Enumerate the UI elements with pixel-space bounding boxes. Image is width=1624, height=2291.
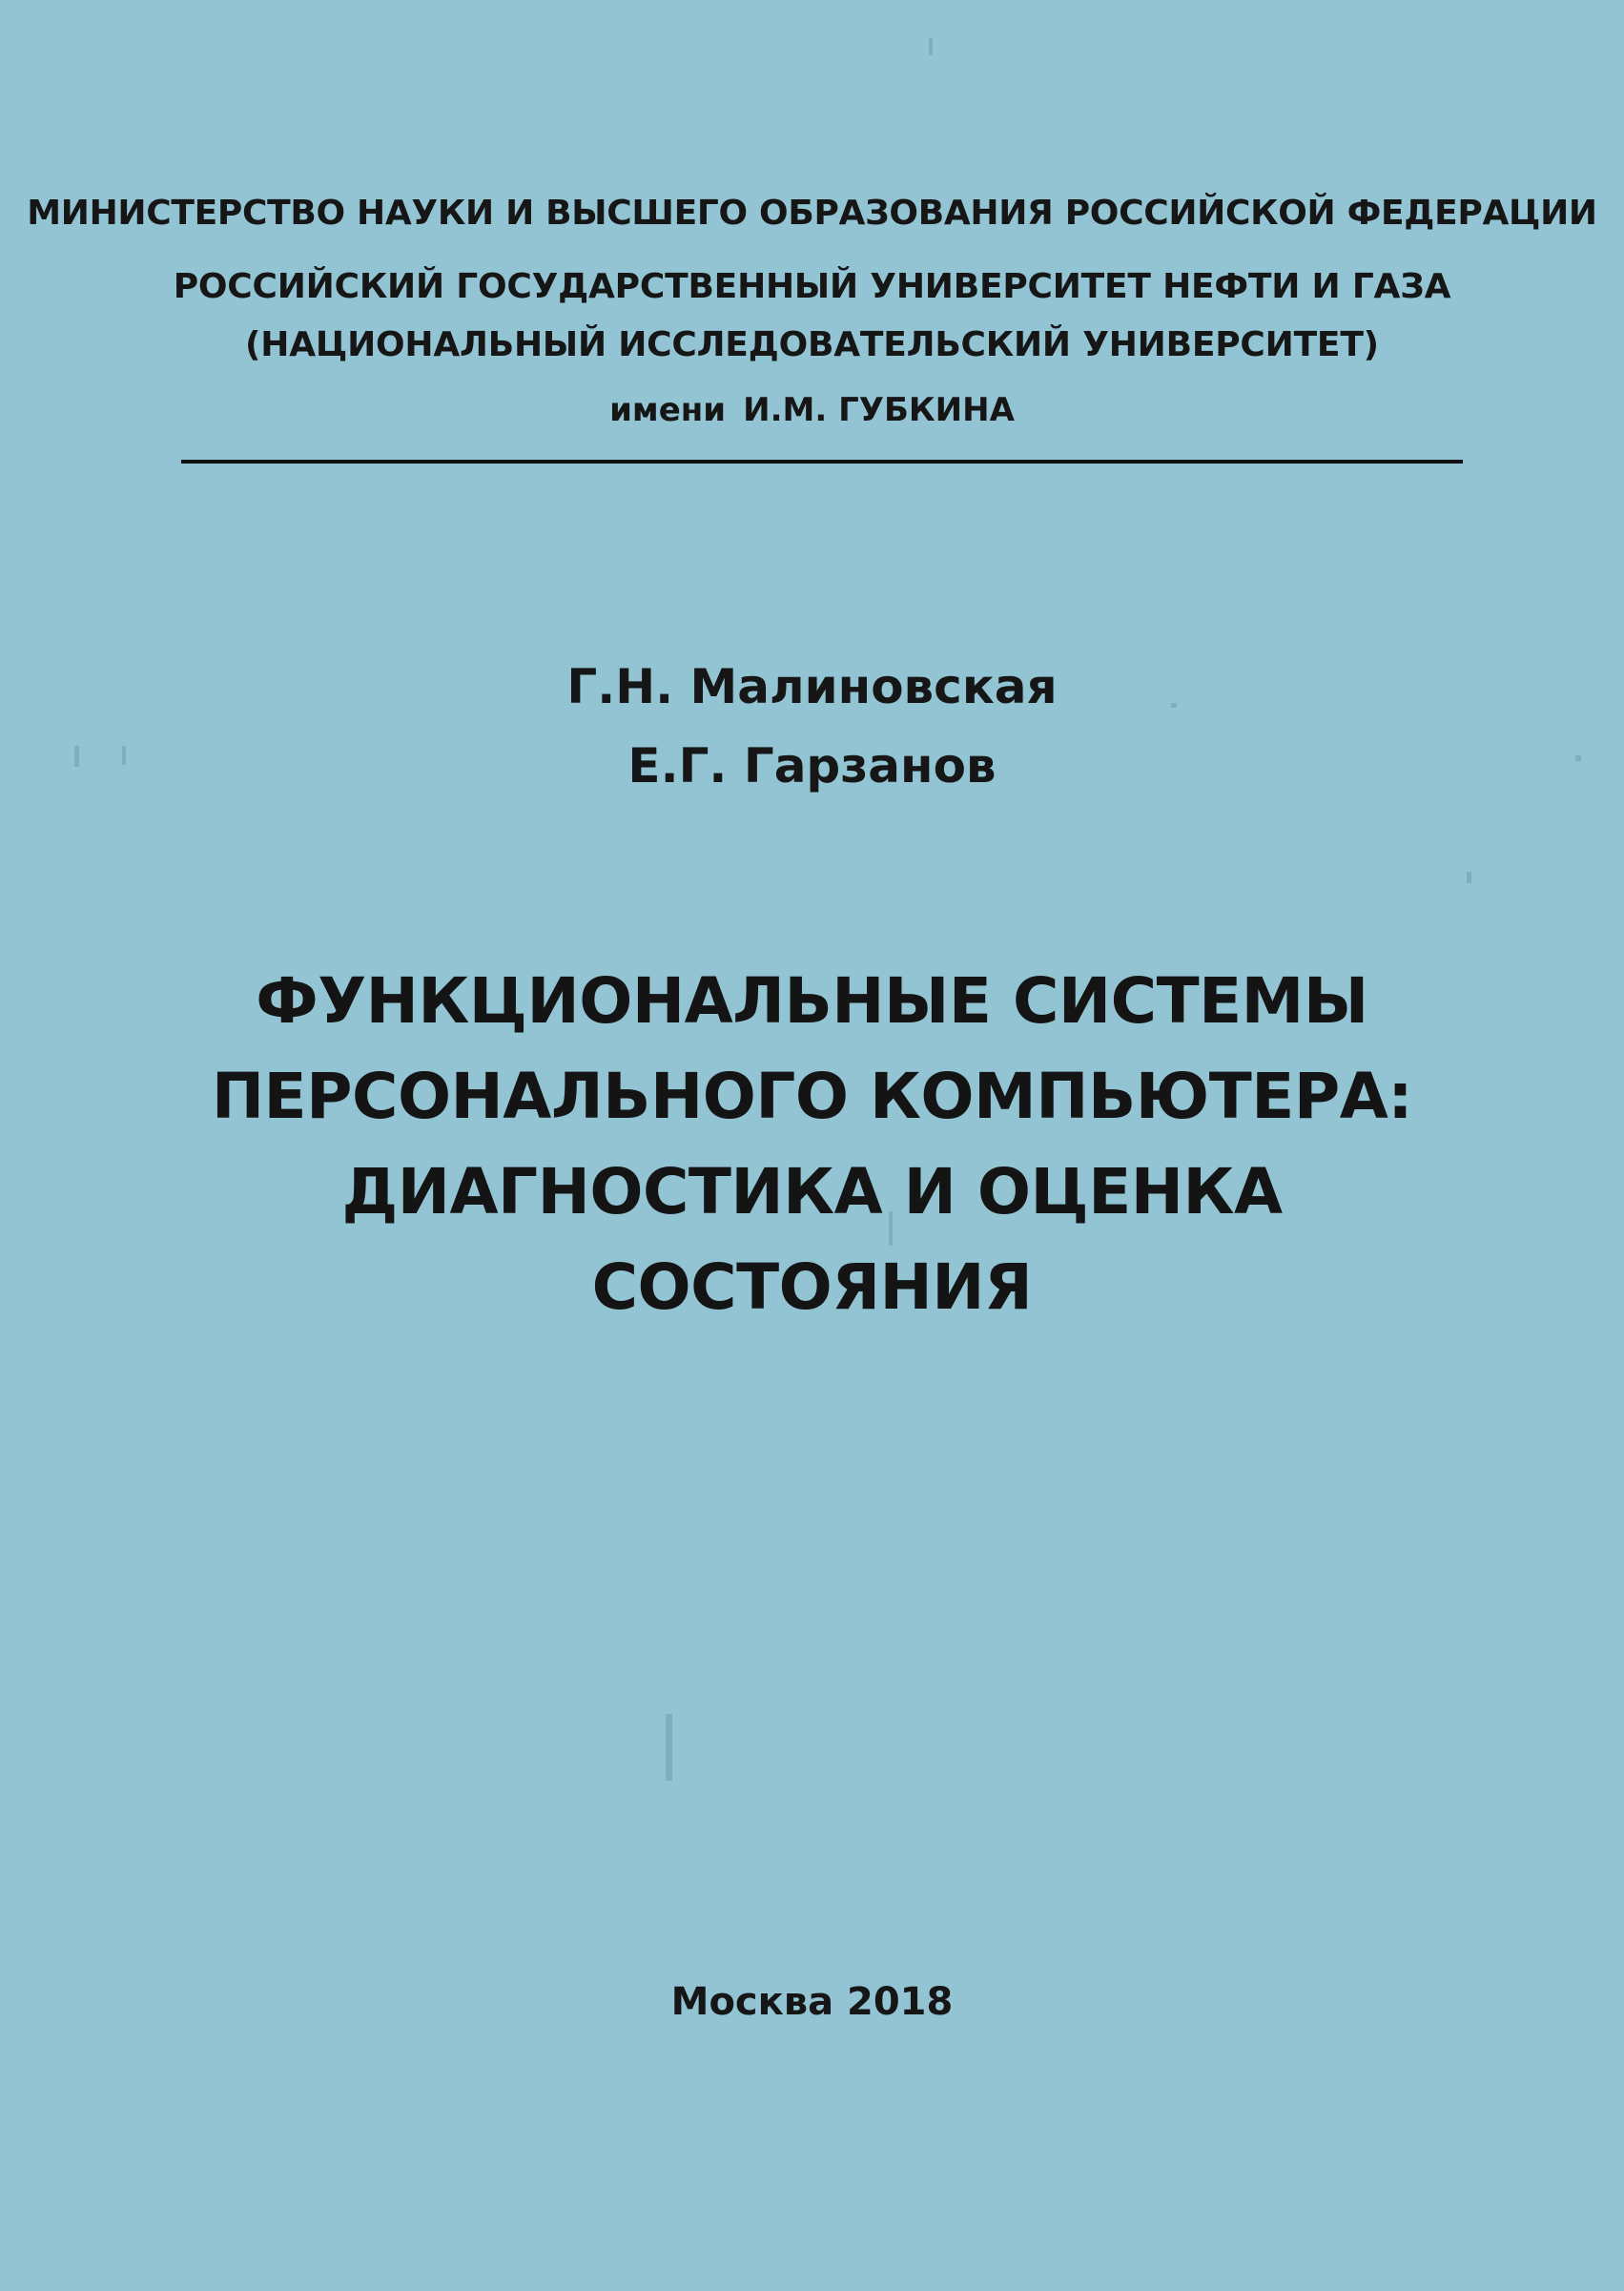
author-1: Г.Н. Малиновская bbox=[566, 659, 1058, 714]
print-speck bbox=[929, 38, 933, 55]
eponym-name: И.М. ГУБКИНА bbox=[743, 391, 1015, 429]
author-2: Е.Г. Гарзанов bbox=[627, 738, 997, 794]
title-line-4: СОСТОЯНИЯ bbox=[591, 1250, 1033, 1324]
eponym-prefix: имени bbox=[609, 391, 727, 429]
title-line-1: ФУНКЦИОНАЛЬНЫЕ СИСТЕМЫ bbox=[256, 964, 1368, 1038]
print-speck bbox=[1467, 872, 1471, 883]
imprint-city-year: Москва 2018 bbox=[670, 1980, 954, 2024]
title-line-3: ДИАГНОСТИКА И ОЦЕНКА bbox=[341, 1155, 1283, 1228]
title-line-2: ПЕРСОНАЛЬНОГО КОМПЬЮТЕРА: bbox=[211, 1060, 1413, 1133]
university-name: РОССИЙСКИЙ ГОСУДАРСТВЕННЫЙ УНИВЕРСИТЕТ НЕФТИ И ГАЗА bbox=[173, 267, 1451, 306]
ministry-name: МИНИСТЕРСТВО НАУКИ И ВЫСШЕГО ОБРАЗОВАНИЯ РОССИЙСКОЙ ФЕДЕРАЦИИ bbox=[27, 194, 1597, 233]
header-divider bbox=[181, 460, 1463, 464]
print-speck bbox=[666, 1714, 672, 1781]
university-eponym bbox=[0, 391, 1624, 429]
university-status: (НАЦИОНАЛЬНЫЙ ИССЛЕДОВАТЕЛЬСКИЙ УНИВЕРСИТЕТ) bbox=[245, 325, 1379, 364]
